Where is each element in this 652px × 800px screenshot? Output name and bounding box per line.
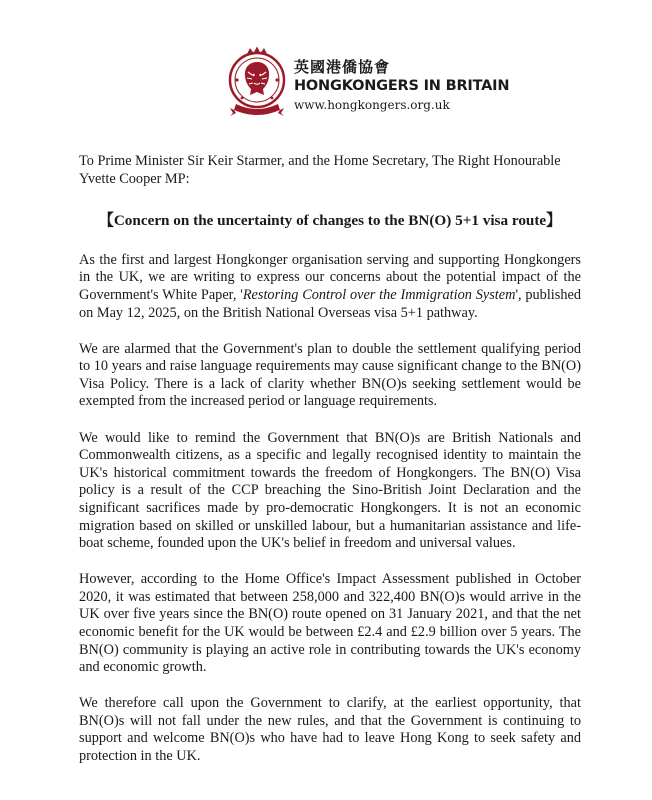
paragraph-3: We would like to remind the Government that BN(O)s are British Nationals and Commonwealth citizens, as a specific and legally recognised identity to maintain the UK's historical commitment towards the freedom of Hongkongers. The BN(O) Visa policy is a result of the CCP breaching the Sino-British Joint Declaration and the significant sacrifices made by pro-democratic Hongkongers. It is not an economic migration based on skilled or unskilled labour, but a humanitarian assistance and life-boat scheme, founded upon the UK's belief in freedom and universal values. <box>79 429 581 552</box>
white-paper-title: Restoring Control over the Immigration System <box>242 286 516 303</box>
organisation-block <box>294 58 509 114</box>
paragraph-1-start: As the first and largest Hongkonger organisation serving and supporting Hongkongers in the UK, we are writing to express our concerns about the potential impact of the Government's White Paper, ' <box>79 251 581 303</box>
letter-subject: 【Concern on the uncertainty of changes to the BN(O) 5+1 visa route】 <box>98 212 562 230</box>
org-name-english: HONGKONGERS IN BRITAIN <box>294 78 510 94</box>
org-website: www.hongkongers.org.uk <box>294 98 450 112</box>
paragraph-1 <box>79 252 581 322</box>
letter-body <box>79 153 581 784</box>
lion-crest-seal-icon <box>228 46 286 126</box>
org-name-chinese: 英國港僑協會 <box>294 58 391 76</box>
paragraph-4: However, according to the Home Office's Impact Assessment published in October 2020, it was estimated that between 258,000 and 322,400 BN(O)s would arrive in the UK over five years since the BN(O) route opened on 31 January 2021, and that the net economic benefit for the UK would be between £2.4 and £2.9 billion over 5 years. The BN(O) community is playing an active role in contributing towards the UK's economy and economic growth. <box>79 571 581 676</box>
letterhead <box>228 46 509 126</box>
paragraph-5: We therefore call upon the Government to clarify, at the earliest opportunity, that BN(O)s will not fall under the new rules, and that the Government is continuing to support and welcome BN(O)s who have had to leave Hong Kong to seek safety and protection in the UK. <box>79 695 581 765</box>
paragraph-2: We are alarmed that the Government's plan to double the settlement qualifying period to 10 years and raise language requirements may cause significant change to the BN(O) Visa Policy. There is a lack of clarity whether BN(O)s seeking settlement would be exempted from the increased period or language requirements. <box>79 340 581 410</box>
paragraph-1-end: ', published on May 12, 2025, on the British National Overseas visa 5+1 pathway. <box>79 286 581 321</box>
salutation: To Prime Minister Sir Keir Starmer, and the Home Secretary, The Right Honourable Yvette Cooper MP: <box>79 153 561 187</box>
